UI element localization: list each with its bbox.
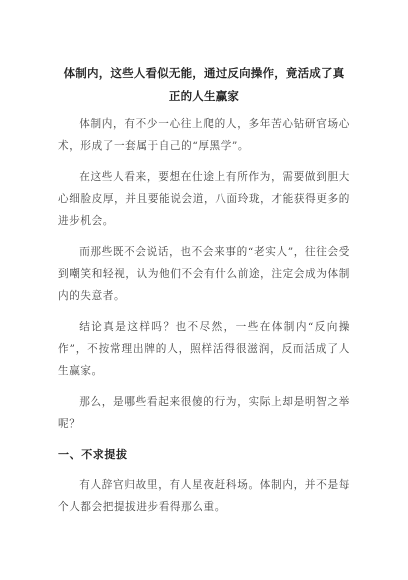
article-title: 体制内，这些人看似无能，通过反向操作，竟活成了真正的人生赢家 (63, 66, 345, 103)
section-paragraph: 有人辞官归故里，有人星夜赶科场。体制内，并不是每个人都会把提拔进步看得那么重。 (58, 479, 350, 513)
section-heading: 一、不求提拔 (58, 448, 128, 461)
paragraph-4: 结论真是这样吗？也不尽然，一些在体制内“反向操作”，不按常理出牌的人，照样活得很滋润，反而活成了人生赢家。 (58, 321, 350, 377)
paragraph-1: 体制内，有不少一心往上爬的人，多年苦心钻研官场心术，形成了一套属于自己的“厚黑学”。 (58, 118, 350, 152)
article-body (58, 113, 350, 527)
paragraph-2: 在这些人看来，要想在仕途上有所作为，需要做到胆大心细脸皮厚，并且要能说会道，八面玲珑，才能获得更多的进步机会。 (58, 171, 350, 227)
paragraph-3: 而那些既不会说话，也不会来事的“老实人”，往往会受到嘲笑和轻视，认为他们不会有什么前途，注定会成为体制内的失意者。 (58, 246, 350, 302)
paragraph-5: 那么，是哪些看起来很傻的行为，实际上却是明智之举呢？ (58, 396, 350, 430)
